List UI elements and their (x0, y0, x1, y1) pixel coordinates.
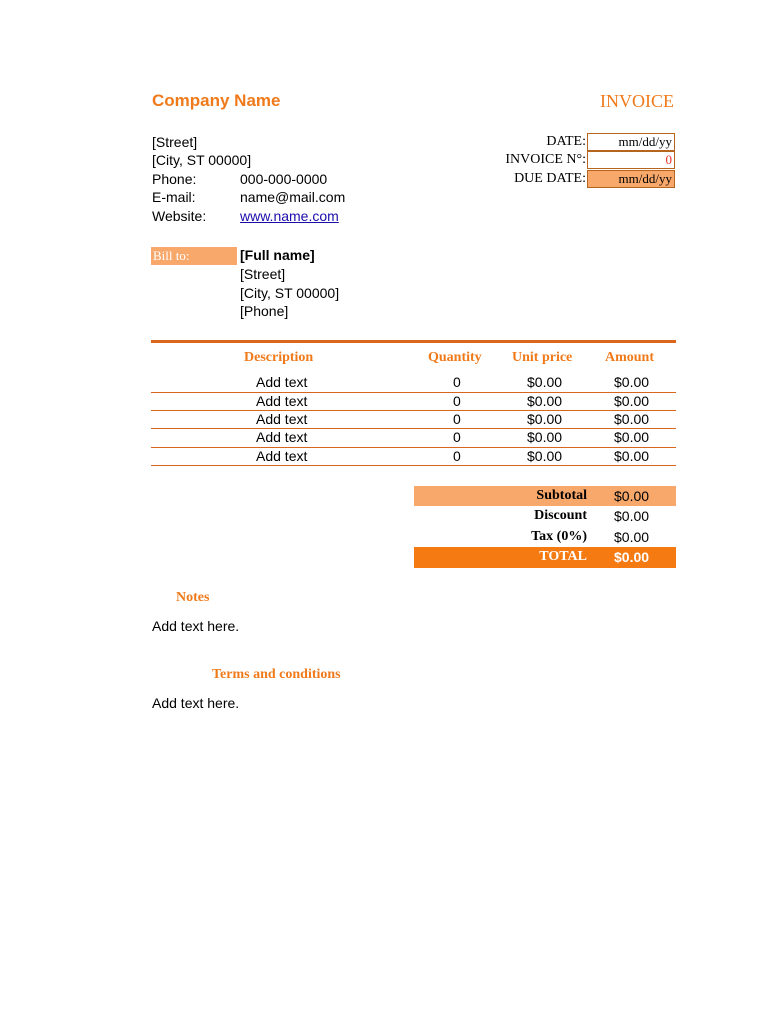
header-unit-price: Unit price (512, 350, 573, 365)
row-3-quantity: 0 (453, 411, 461, 427)
website-link[interactable]: www.name.com (240, 208, 339, 224)
row-2-amount: $0.00 (614, 393, 650, 409)
row-3-unit-price: $0.00 (527, 411, 563, 427)
bill-to-name: [Full name] (240, 247, 315, 263)
bill-to-city: [City, ST 00000] (240, 285, 340, 301)
row-5-quantity: 0 (453, 448, 461, 464)
company-name: Company Name (152, 91, 281, 110)
table-top-rule (151, 340, 676, 343)
discount-label: Discount (534, 508, 587, 523)
row-5-amount: $0.00 (614, 448, 650, 464)
email-value: name@mail.com (240, 189, 346, 205)
tax-label: Tax (0%) (531, 529, 587, 544)
row-3-amount: $0.00 (614, 411, 650, 427)
terms-text[interactable]: Add text here. (152, 695, 240, 711)
row-divider (151, 447, 676, 448)
due-date-field[interactable]: mm/dd/yy (587, 170, 675, 188)
row-4-amount: $0.00 (614, 429, 650, 445)
terms-heading: Terms and conditions (212, 667, 341, 682)
subtotal-label: Subtotal (536, 488, 587, 503)
row-4-description: Add text (256, 429, 308, 445)
row-5-unit-price: $0.00 (527, 448, 563, 464)
phone-label: Phone: (152, 171, 197, 187)
invoice-title: INVOICE (600, 91, 674, 111)
notes-text[interactable]: Add text here. (152, 618, 240, 634)
row-divider (151, 465, 676, 466)
sender-city: [City, ST 00000] (152, 152, 252, 168)
tax-value: $0.00 (614, 529, 650, 545)
row-1-quantity: 0 (453, 374, 461, 390)
date-label: DATE: (546, 134, 586, 149)
invoice-number-field[interactable]: 0 (587, 151, 675, 169)
row-4-quantity: 0 (453, 429, 461, 445)
row-1-description: Add text (256, 374, 308, 390)
email-label: E-mail: (152, 189, 196, 205)
bill-to-label: Bill to: (151, 247, 237, 265)
row-divider (151, 410, 676, 411)
discount-value: $0.00 (614, 508, 650, 524)
invoice-number-label: INVOICE N°: (505, 152, 586, 167)
sender-street: [Street] (152, 134, 198, 150)
website-label: Website: (152, 208, 207, 224)
due-date-label: DUE DATE: (514, 171, 586, 186)
row-5-description: Add text (256, 448, 308, 464)
row-4-unit-price: $0.00 (527, 429, 563, 445)
row-divider (151, 428, 676, 429)
bill-to-street: [Street] (240, 266, 286, 282)
total-value: $0.00 (614, 549, 650, 565)
header-quantity: Quantity (428, 350, 482, 365)
row-1-amount: $0.00 (614, 374, 650, 390)
header-amount: Amount (605, 350, 655, 365)
header-description: Description (244, 350, 314, 365)
row-divider (151, 392, 676, 393)
row-3-description: Add text (256, 411, 308, 427)
row-2-unit-price: $0.00 (527, 393, 563, 409)
phone-value: 000-000-0000 (240, 171, 328, 187)
bill-to-phone: [Phone] (240, 303, 289, 319)
total-label: TOTAL (539, 549, 587, 564)
row-2-quantity: 0 (453, 393, 461, 409)
notes-heading: Notes (176, 590, 210, 605)
row-2-description: Add text (256, 393, 308, 409)
row-1-unit-price: $0.00 (527, 374, 563, 390)
subtotal-value: $0.00 (614, 488, 650, 504)
date-field[interactable]: mm/dd/yy (587, 133, 675, 151)
